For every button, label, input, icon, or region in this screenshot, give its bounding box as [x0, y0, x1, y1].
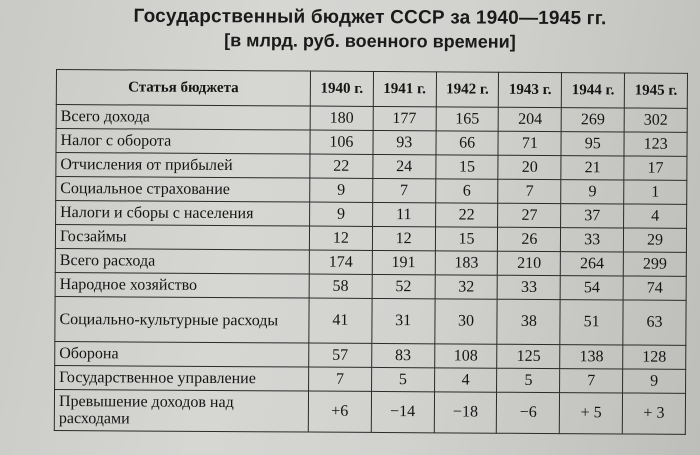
cell-value: 27 [498, 203, 561, 227]
cell-value: 7 [373, 178, 436, 202]
row-label: Налог с оборота [56, 129, 310, 155]
row-label: Всего дохода [56, 105, 310, 131]
header-item: Статья бюджета [56, 70, 310, 107]
cell-value: −6 [497, 392, 560, 433]
cell-value: 21 [561, 156, 624, 180]
header-1944: 1944 г. [562, 73, 625, 108]
row-label: Социальное страхование [56, 177, 310, 203]
cell-value: 302 [624, 108, 687, 132]
row-label: Госзаймы [55, 225, 309, 251]
cell-value: 9 [310, 202, 373, 226]
cell-value: 22 [435, 203, 498, 227]
cell-value: 31 [372, 298, 435, 343]
cell-value: 4 [624, 204, 687, 228]
cell-value: 106 [310, 130, 373, 154]
row-label: Превышение доходов над расходами [54, 389, 308, 432]
table-row [54, 389, 685, 434]
cell-value: 5 [497, 368, 560, 392]
cell-value: + 3 [622, 393, 685, 434]
cell-value: +6 [308, 391, 371, 432]
row-label: Народное хозяйство [55, 272, 309, 298]
header-1943: 1943 г. [499, 72, 562, 107]
cell-value: 29 [624, 228, 687, 252]
cell-value: 37 [561, 204, 624, 228]
cell-value: 7 [498, 179, 561, 203]
cell-value: 4 [434, 368, 497, 392]
row-label: Государственное управление [55, 365, 309, 391]
cell-value: 5 [371, 367, 434, 391]
cell-value: 269 [561, 108, 624, 132]
cell-value: 58 [309, 274, 372, 298]
cell-value: 83 [372, 343, 435, 367]
cell-value: 66 [436, 131, 499, 155]
table-header-row [56, 70, 687, 109]
cell-value: 26 [498, 227, 561, 251]
cell-value: 38 [497, 299, 560, 344]
cell-value: 183 [435, 251, 498, 275]
cell-value: 11 [372, 202, 435, 226]
page-title: Государственный бюджет СССР за 1940—1945 гг. [133, 5, 607, 30]
cell-value: 33 [561, 228, 624, 252]
page-subtitle: [в млрд. руб. военного времени] [224, 30, 516, 52]
title-block [120, 5, 620, 54]
cell-value: 128 [623, 345, 686, 369]
cell-value: 32 [435, 275, 498, 299]
cell-value: 15 [435, 227, 498, 251]
cell-value: 9 [623, 369, 686, 393]
header-1945: 1945 г. [624, 73, 687, 108]
header-1942: 1942 г. [436, 72, 499, 107]
cell-value: 24 [373, 154, 436, 178]
cell-value: 52 [372, 274, 435, 298]
row-label: Социально-культурные расходы [55, 296, 309, 343]
cell-value: 51 [560, 300, 623, 345]
cell-value: 6 [435, 179, 498, 203]
cell-value: −14 [371, 391, 434, 432]
cell-value: 177 [373, 106, 436, 130]
cell-value: 210 [498, 251, 561, 275]
cell-value: 180 [310, 106, 373, 130]
cell-value: 174 [309, 250, 372, 274]
cell-value: 125 [497, 344, 560, 368]
row-label: Оборона [55, 341, 309, 367]
cell-value: −18 [434, 392, 497, 433]
row-label: Всего расхода [55, 248, 309, 274]
cell-value: 74 [623, 276, 686, 300]
header-1940: 1940 г. [310, 71, 373, 106]
cell-value: 9 [561, 180, 624, 204]
cell-value: 30 [434, 299, 497, 344]
cell-value: 204 [499, 107, 562, 131]
cell-value: 63 [623, 300, 686, 345]
cell-value: 191 [372, 250, 435, 274]
cell-value: 95 [561, 132, 624, 156]
cell-value: 54 [560, 276, 623, 300]
cell-value: 9 [310, 178, 373, 202]
header-1941: 1941 г. [373, 71, 436, 106]
cell-value: 12 [372, 226, 435, 250]
row-label: Отчисления от прибылей [56, 153, 310, 179]
cell-value: 20 [498, 155, 561, 179]
cell-value: 299 [623, 252, 686, 276]
budget-table [54, 69, 688, 435]
cell-value: 17 [624, 156, 687, 180]
cell-value: 22 [310, 154, 373, 178]
cell-value: 165 [436, 107, 499, 131]
cell-value: + 5 [560, 393, 623, 434]
cell-value: 12 [309, 226, 372, 250]
row-label: Налоги и сборы с населения [56, 201, 310, 227]
cell-value: 7 [560, 369, 623, 393]
cell-value: 7 [309, 367, 372, 391]
cell-value: 41 [309, 298, 372, 343]
cell-value: 93 [373, 130, 436, 154]
cell-value: 15 [435, 155, 498, 179]
cell-value: 33 [498, 275, 561, 299]
cell-value: 123 [624, 132, 687, 156]
cell-value: 57 [309, 343, 372, 367]
cell-value: 71 [498, 131, 561, 155]
cell-value: 138 [560, 345, 623, 369]
cell-value: 1 [624, 180, 687, 204]
cell-value: 264 [561, 252, 624, 276]
table-row [55, 296, 686, 345]
cell-value: 108 [434, 344, 497, 368]
